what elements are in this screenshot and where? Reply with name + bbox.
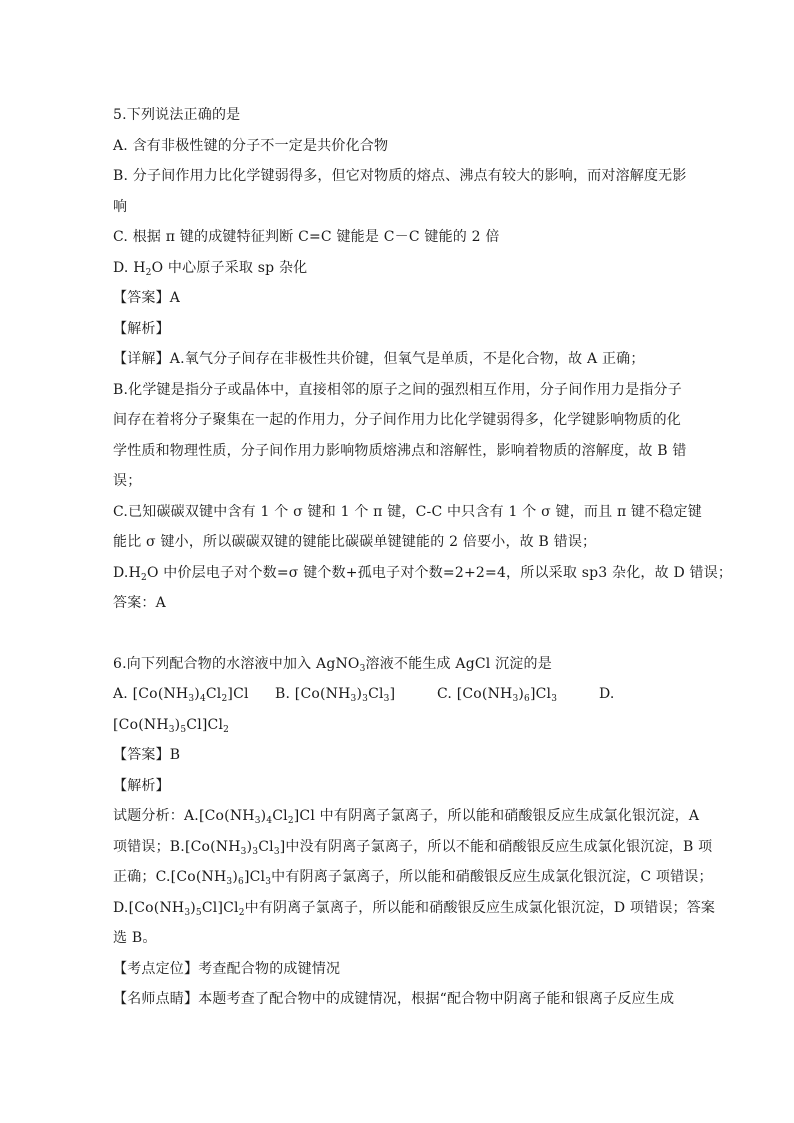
q6-kaodian: 【考点定位】考查配合物的成键情况: [113, 960, 341, 977]
q5-option-a: A. 含有非极性键的分子不一定是共价化合物: [113, 137, 389, 154]
q6-analysis-line: 正确；$C.[Co(NH_3)_6]Cl_3$中有阴离子氯离子，所以能和硝酸银反应生成氯化银沉淀，C 项错误；: [113, 869, 713, 887]
q6-analysis-line: 项错误；$B.[Co(NH_3)_3Cl_3]$中没有阴离子氯离子，所以不能和硝酸银反应生成氯化银沉淀，B 项: [113, 838, 713, 857]
q6-analysis-line: 选 B。: [113, 930, 157, 946]
q6-option-b: B. $[Co(NH_3)_3Cl_3]$: [275, 686, 396, 704]
q6-answer: 【答案】B: [113, 747, 181, 763]
q5-detail-line: 【详解】A.氧气分子间存在非极性共价键，但氧气是单质，不是化合物，故 A 正确；: [113, 351, 645, 367]
q5-detail-line: 能比 σ 键小，所以碳碳双键的键能比碳碳单键键能的 2 倍要小，故 B 错误；: [113, 534, 597, 550]
q5-option-d: D. $H_2O$ 中心原子采取 sp 杂化: [113, 259, 308, 278]
q6-options: [113, 679, 683, 710]
q5-detail-line: B.化学键是指分子或晶体中，直接相邻的原子之间的强烈相互作用，分子间作用力是指分子: [113, 381, 682, 398]
q6-mingshi: 【名师点睛】本题考查了配合物中的成键情况，根据“配合物中阴离子能和银离子反应生成: [113, 991, 675, 1007]
q6-stem: 6.向下列配合物的水溶液中加入 AgNO$_3$溶液不能生成 AgCl 沉淀的是: [113, 655, 552, 674]
section-gap: [113, 619, 683, 649]
q6-analysis-line: $D.[Co(NH_3)_5Cl]Cl_2$中有阴离子氯离子，所以能和硝酸银反应生成氯化银沉淀，D 项错误；答案: [113, 899, 716, 918]
q5-detail-line: 误；: [113, 473, 142, 489]
q6-option-a: A. $[Co(NH_3)_4Cl_2]Cl$: [113, 686, 249, 704]
q5-option-c: C. 根据 π 键的成键特征判断 C=C 键能是 C－C 键能的 2 倍: [113, 229, 500, 245]
q5-analysis-label: 【解析】: [113, 320, 170, 337]
document-content: [113, 100, 733, 1015]
q5-option-b: B. 分子间作用力比化学键弱得多，但它对物质的熔点、沸点有较大的影响，而对溶解度无影: [113, 168, 687, 184]
q5-detail-line: 间存在着将分子聚集在一起的作用力，分子间作用力比化学键弱得多，化学键影响物质的化: [113, 412, 681, 428]
q5-detail-line: $D.H_2O$ 中价层电子对个数=σ 键个数+孤电子对个数=2+2=4，所以采取 sp3 杂化，故 D 错误；: [113, 564, 733, 583]
q5-detail-line: C.已知碳碳双键中含有 1 个 σ 键和 1 个 π 键，C-C 中只含有 1 个 σ 键，而且 π 键不稳定键: [113, 503, 703, 520]
q5-final-answer: 答案：A: [113, 595, 166, 611]
q5-answer: 【答案】A: [113, 290, 181, 306]
q6-analysis-line: 试题分析：$A.[Co(NH_3)_4Cl_2]Cl$ 中有阴离子氯离子，所以能和硝酸银反应生成氯化银沉淀，A: [113, 808, 700, 826]
q6-option-d: D.: [599, 686, 615, 702]
q6-option-d-formula: $[Co(NH_3)_5Cl]Cl_2$: [113, 716, 230, 735]
q6-analysis-label: 【解析】: [113, 777, 170, 794]
q5-option-b-cont: 响: [113, 198, 128, 215]
q5-stem: 5.下列说法正确的是: [113, 107, 241, 123]
q6-option-c: C. $[Co(NH_3)_6]Cl_3$: [437, 686, 558, 704]
q5-detail-line: 学性质和物理性质，分子间作用力影响物质熔沸点和溶解性，影响着物质的溶解度，故 B 错: [113, 442, 687, 459]
